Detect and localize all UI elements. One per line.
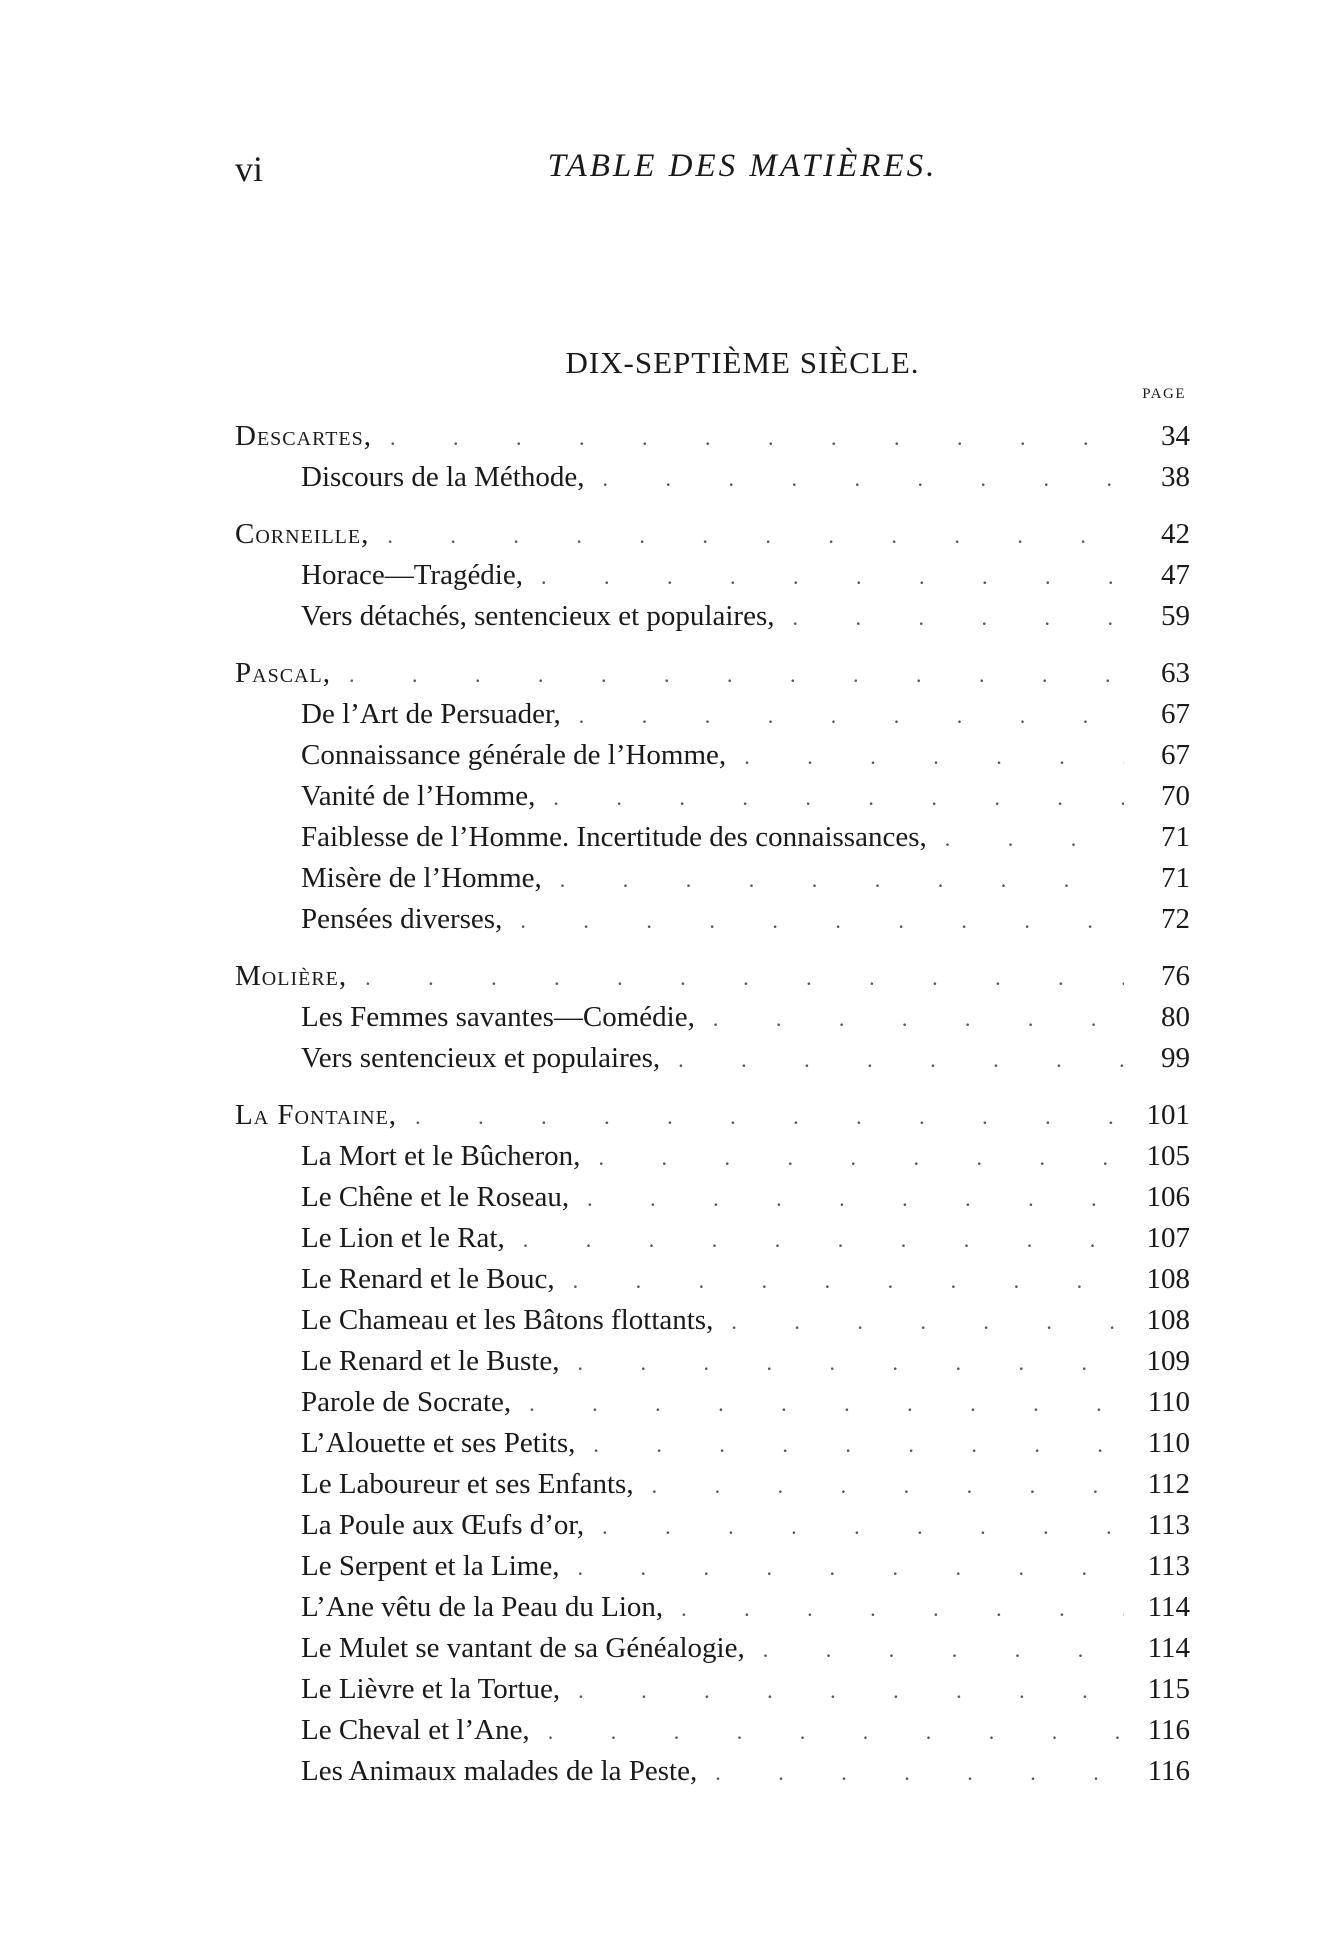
toc-entry-row-page: 59: [1161, 600, 1190, 632]
dot-leader: [542, 859, 1124, 900]
toc-entry-row-title: L’Alouette et ses Petits,: [301, 1427, 576, 1459]
dot-leader: [561, 695, 1124, 736]
page-number: vi: [235, 149, 264, 189]
toc-entry-row-title: Faiblesse de l’Homme. Incertitude des connaissances,: [301, 821, 927, 853]
toc-author-row-title: Descartes,: [235, 420, 373, 452]
toc-entry-row-page: 107: [1146, 1222, 1190, 1254]
toc-entry-row-page: 71: [1161, 821, 1190, 853]
toc-entry-row-title: Le Chêne et le Roseau,: [301, 1181, 570, 1213]
toc-entry-row: [235, 1259, 1190, 1300]
dot-leader: [634, 1465, 1124, 1506]
toc-entry-row: [235, 694, 1190, 735]
toc-entry-row-title: Les Femmes savantes—Comédie,: [301, 1001, 695, 1033]
toc-entry-row-title: Vanité de l’Homme,: [301, 780, 536, 812]
toc-entry-row: [235, 1423, 1190, 1464]
toc-entry-row: [235, 1505, 1190, 1546]
toc-entry-row-title: Le Laboureur et ses Enfants,: [301, 1468, 634, 1500]
toc-entry-row: [235, 1628, 1190, 1669]
toc-entry-row-title: Le Chameau et les Bâtons flottants,: [301, 1304, 714, 1336]
dot-leader: [697, 1752, 1124, 1793]
dot-leader: [584, 1506, 1124, 1547]
toc-author-row-page: 76: [1161, 960, 1190, 992]
dot-leader: [347, 957, 1124, 998]
dot-leader: [745, 1629, 1124, 1670]
toc-entry-row-title: Le Lion et le Rat,: [301, 1222, 505, 1254]
toc-entry-row-page: 38: [1161, 461, 1190, 493]
running-head: [235, 148, 1190, 198]
toc-entry-row: [235, 899, 1190, 940]
toc-entry-row-page: 72: [1161, 903, 1190, 935]
toc-entry-row-page: 114: [1147, 1632, 1190, 1664]
toc-entry-row: [235, 735, 1190, 776]
toc-author-row-page: 63: [1161, 657, 1190, 689]
toc-author-row-title: Pascal,: [235, 657, 331, 689]
toc-entry-row: [235, 1300, 1190, 1341]
toc-author-row-page: 34: [1161, 420, 1190, 452]
toc-entry-row-page: 115: [1147, 1673, 1190, 1705]
toc-author-row-title: Corneille,: [235, 518, 370, 550]
dot-leader: [775, 597, 1125, 638]
toc-author-row: [235, 514, 1190, 555]
toc-entry-row-title: Le Mulet se vantant de sa Généalogie,: [301, 1632, 745, 1664]
toc-entry-row-page: 108: [1146, 1263, 1190, 1295]
toc-entry-row-page: 110: [1147, 1386, 1190, 1418]
toc-author-row-title: Molière,: [235, 960, 348, 992]
table-of-contents: [235, 416, 1190, 1808]
toc-entry-row-title: Le Renard et le Buste,: [301, 1345, 560, 1377]
dot-leader: [695, 998, 1124, 1039]
dot-leader: [663, 1588, 1124, 1629]
dot-leader: [530, 1711, 1124, 1752]
toc-entry-row-page: 67: [1161, 698, 1190, 730]
toc-entry-row-page: 71: [1161, 862, 1190, 894]
toc-entry-row-page: 109: [1146, 1345, 1190, 1377]
dot-leader: [927, 818, 1124, 859]
toc-entry-row: [235, 1136, 1190, 1177]
toc-entry-row: [235, 817, 1190, 858]
toc-entry-row: [235, 997, 1190, 1038]
toc-entry-row-page: 70: [1161, 780, 1190, 812]
toc-entry-row: [235, 1177, 1190, 1218]
toc-entry-row-title: De l’Art de Persuader,: [301, 698, 561, 730]
toc-author-row-page: 42: [1161, 518, 1190, 550]
toc-entry-row-title: Connaissance générale de l’Homme,: [301, 739, 727, 771]
toc-entry-row-title: La Mort et le Bûcheron,: [301, 1140, 581, 1172]
toc-author-row-title: La Fontaine,: [235, 1099, 398, 1131]
dot-leader: [505, 1219, 1124, 1260]
author-block: [235, 653, 1190, 940]
toc-entry-row-title: Les Animaux malades de la Peste,: [301, 1755, 698, 1787]
toc-author-row-page: 101: [1146, 1099, 1190, 1131]
toc-entry-row: [235, 1669, 1190, 1710]
section-title: DIX-SEPTIÈME SIÈCLE.: [565, 345, 920, 380]
toc-author-row: [235, 653, 1190, 694]
toc-entry-row-title: Pensées diverses,: [301, 903, 503, 935]
toc-entry-row-page: 113: [1147, 1550, 1190, 1582]
toc-entry-row-title: L’Ane vêtu de la Peau du Lion,: [301, 1591, 664, 1623]
toc-entry-row-title: Horace—Tragédie,: [301, 559, 523, 591]
toc-entry-row: [235, 1341, 1190, 1382]
toc-entry-row-title: La Poule aux Œufs d’or,: [301, 1509, 585, 1541]
toc-entry-row: [235, 1710, 1190, 1751]
toc-author-row: [235, 1095, 1190, 1136]
toc-entry-row-page: 47: [1161, 559, 1190, 591]
toc-entry-row: [235, 457, 1190, 498]
toc-entry-row-title: Le Serpent et la Lime,: [301, 1550, 560, 1582]
toc-entry-row: [235, 1546, 1190, 1587]
toc-entry-row-title: Le Renard et le Bouc,: [301, 1263, 555, 1295]
toc-entry-row-page: 99: [1161, 1042, 1190, 1074]
toc-entry-row-page: 67: [1161, 739, 1190, 771]
toc-entry-row-page: 80: [1161, 1001, 1190, 1033]
dot-leader: [726, 736, 1124, 777]
dot-leader: [535, 777, 1124, 818]
toc-entry-row-title: Le Lièvre et la Tortue,: [301, 1673, 561, 1705]
page-column-label: PAGE: [1142, 386, 1186, 402]
dot-leader: [523, 556, 1124, 597]
toc-entry-row-title: Discours de la Méthode,: [301, 461, 585, 493]
dot-leader: [560, 1342, 1125, 1383]
author-block: [235, 956, 1190, 1079]
toc-entry-row-page: 116: [1147, 1714, 1190, 1746]
toc-entry-row-page: 106: [1146, 1181, 1190, 1213]
running-title: TABLE DES MATIÈRES.: [547, 148, 938, 184]
dot-leader: [575, 1424, 1124, 1465]
toc-entry-row: [235, 1587, 1190, 1628]
dot-leader: [511, 1383, 1124, 1424]
toc-entry-row-page: 112: [1147, 1468, 1190, 1500]
toc-entry-row-page: 110: [1147, 1427, 1190, 1459]
toc-author-row: [235, 956, 1190, 997]
dot-leader: [713, 1301, 1124, 1342]
toc-entry-row-title: Misère de l’Homme,: [301, 862, 542, 894]
toc-entry-row: [235, 776, 1190, 817]
dot-leader: [397, 1096, 1124, 1137]
toc-entry-row-page: 105: [1146, 1140, 1190, 1172]
dot-leader: [502, 900, 1124, 941]
toc-entry-row: [235, 1038, 1190, 1079]
dot-leader: [369, 515, 1124, 556]
dot-leader: [559, 1547, 1124, 1588]
toc-entry-row: [235, 555, 1190, 596]
toc-entry-row-title: Vers sentencieux et populaires,: [301, 1042, 661, 1074]
dot-leader: [555, 1260, 1124, 1301]
toc-entry-row: [235, 1751, 1190, 1792]
toc-entry-row-title: Parole de Socrate,: [301, 1386, 512, 1418]
dot-leader: [331, 654, 1124, 695]
toc-entry-row: [235, 1218, 1190, 1259]
toc-entry-row-title: Vers détachés, sentencieux et populaires,: [301, 600, 775, 632]
dot-leader: [560, 1670, 1124, 1711]
toc-entry-row-page: 108: [1146, 1304, 1190, 1336]
toc-entry-row: [235, 1464, 1190, 1505]
dot-leader: [569, 1178, 1124, 1219]
toc-entry-row: [235, 596, 1190, 637]
dot-leader: [372, 417, 1124, 458]
author-block: [235, 514, 1190, 637]
dot-leader: [585, 458, 1125, 499]
toc-entry-row-page: 116: [1147, 1755, 1190, 1787]
toc-entry-row: [235, 1382, 1190, 1423]
author-block: [235, 1095, 1190, 1792]
toc-entry-row-title: Le Cheval et l’Ane,: [301, 1714, 530, 1746]
dot-leader: [580, 1137, 1124, 1178]
toc-entry-row-page: 114: [1147, 1591, 1190, 1623]
toc-entry-row: [235, 858, 1190, 899]
author-block: [235, 416, 1190, 498]
toc-author-row: [235, 416, 1190, 457]
dot-leader: [660, 1039, 1124, 1080]
toc-entry-row-page: 113: [1147, 1509, 1190, 1541]
